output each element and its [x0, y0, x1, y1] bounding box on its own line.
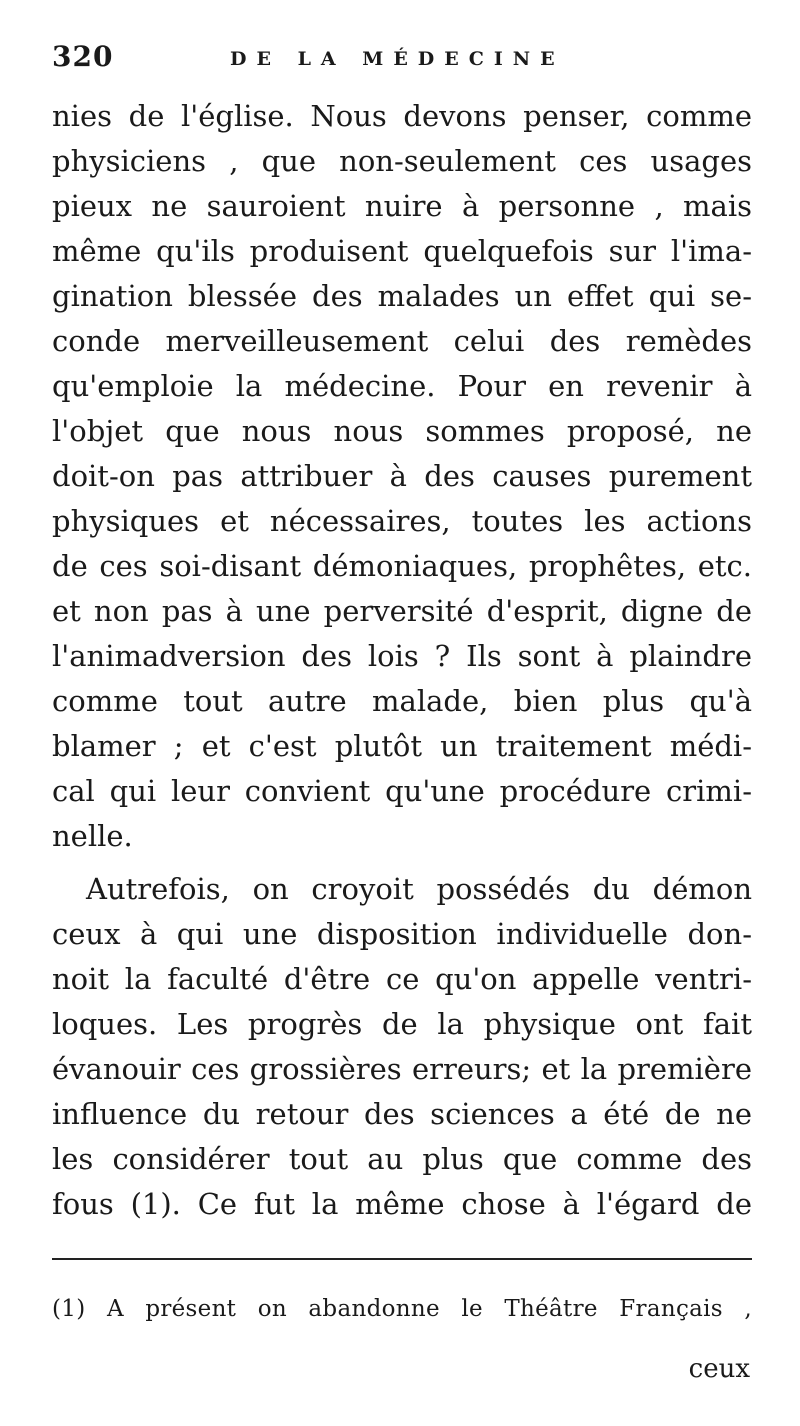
text-line: de ces soi-disant démoniaques, prophêtes, etc.: [52, 549, 752, 583]
text-line: et non pas à une perversité d'esprit, digne de: [52, 594, 752, 628]
catchword: ceux: [688, 1354, 750, 1384]
text-line: même qu'ils produisent quelquefois sur l'ima-: [52, 234, 752, 268]
footnote: (1) A présent on abandonne le Théâtre Français ,: [52, 1296, 752, 1322]
text-line: l'objet que nous nous sommes proposé, ne: [52, 414, 752, 448]
page-header: [52, 40, 752, 80]
body-text: [52, 94, 752, 1227]
text-line: cal qui leur convient qu'une procédure crimi-: [52, 774, 752, 808]
text-line: physiciens , que non-seulement ces usages: [52, 144, 752, 178]
text-line: ceux à qui une disposition individuelle don-: [52, 917, 752, 951]
text-line: influence du retour des sciences a été de ne: [52, 1097, 752, 1131]
text-line: conde merveilleusement celui des remèdes: [52, 324, 752, 358]
paragraph-gap: [52, 859, 752, 867]
text-line: gination blessée des malades un effet qui se-: [52, 279, 752, 313]
running-title: DE LA MÉDECINE: [230, 48, 565, 70]
text-line: physiques et nécessaires, toutes les actions: [52, 504, 752, 538]
text-line: noit la faculté d'être ce qu'on appelle ventri-: [52, 962, 752, 996]
text-line: qu'emploie la médecine. Pour en revenir à: [52, 369, 752, 403]
text-line: comme tout autre malade, bien plus qu'à: [52, 684, 752, 718]
paragraph: [52, 867, 752, 1227]
text-line: blamer ; et c'est plutôt un traitement médi-: [52, 729, 752, 763]
text-line: nelle.: [52, 819, 133, 853]
text-line: pieux ne sauroient nuire à personne , mais: [52, 189, 752, 223]
text-line: fous (1). Ce fut la même chose à l'égard de: [52, 1187, 752, 1221]
text-line: l'animadversion des lois ? Ils sont à plaindre: [52, 639, 752, 673]
text-line: loques. Les progrès de la physique ont fait: [52, 1007, 752, 1041]
text-line: Autrefois, on croyoit possédés du démon: [86, 872, 752, 906]
text-line: les considérer tout au plus que comme des: [52, 1142, 752, 1176]
text-line: évanouir ces grossières erreurs; et la première: [52, 1052, 752, 1086]
paragraph: [52, 94, 752, 859]
footnote-rule: [52, 1258, 752, 1260]
text-line: doit-on pas attribuer à des causes purement: [52, 459, 752, 493]
page-number: 320: [52, 40, 114, 73]
text-line: nies de l'église. Nous devons penser, comme: [52, 99, 752, 133]
